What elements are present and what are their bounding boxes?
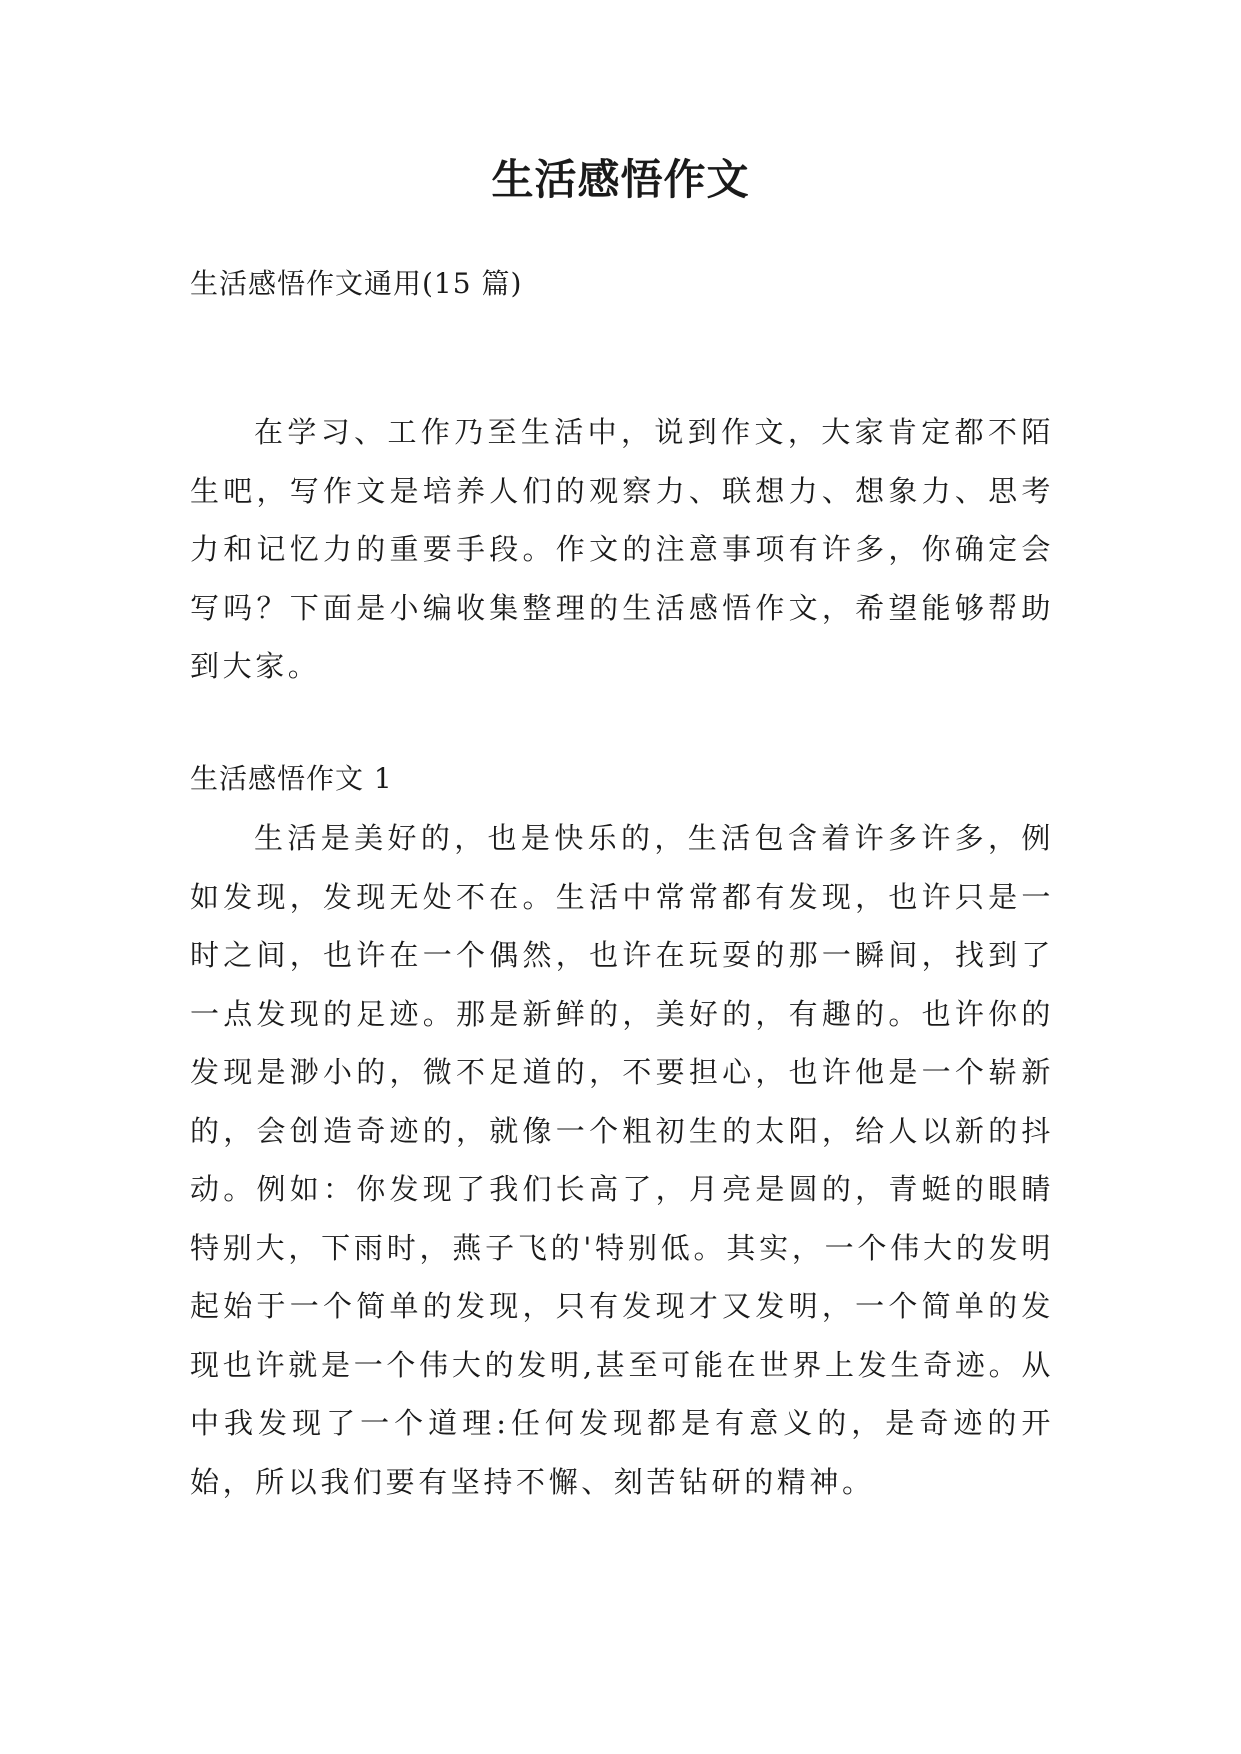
section-heading: 生活感悟作文 1 <box>190 762 393 795</box>
intro-paragraph: 在学习、工作乃至生活中，说到作文，大家肯定都不陌生吧，写作文是培养人们的观察力、联想力、想象力、思考力和记忆力的重要手段。作文的注意事项有许多，你确定会写吗？下面是小编收集整理的生活感悟作文，希望能够帮助到大家。 <box>190 415 1054 683</box>
document-title: 生活感悟作文 <box>491 155 750 204</box>
document-subtitle: 生活感悟作文通用(15 篇) <box>190 267 523 300</box>
section-body-paragraph: 生活是美好的，也是快乐的，生活包含着许多许多，例如发现，发现无处不在。生活中常常都有发现，也许只是一时之间，也许在一个偶然，也许在玩耍的那一瞬间，找到了一点发现的足迹。那是新鲜的，美好的，有趣的。也许你的发现是渺小的，微不足道的，不要担心，也许他是一个崭新的，会创造奇迹的，就像一个粗初生的太阳，给人以新的抖动。例如：你发现了我们长高了，月亮是圆的，青蜓的眼睛特别大，下雨时，燕子飞的'特别低。其实，一个伟大的发明起始于一个简单的发现，只有发现才又发明，一个简单的发现也许就是一个伟大的发明,甚至可能在世界上发生奇迹。从中我发现了一个道理:任何发现都是有意义的，是奇迹的开始，所以我们要有坚持不懈、刻苦钻研的精神。 <box>190 821 1054 1499</box>
